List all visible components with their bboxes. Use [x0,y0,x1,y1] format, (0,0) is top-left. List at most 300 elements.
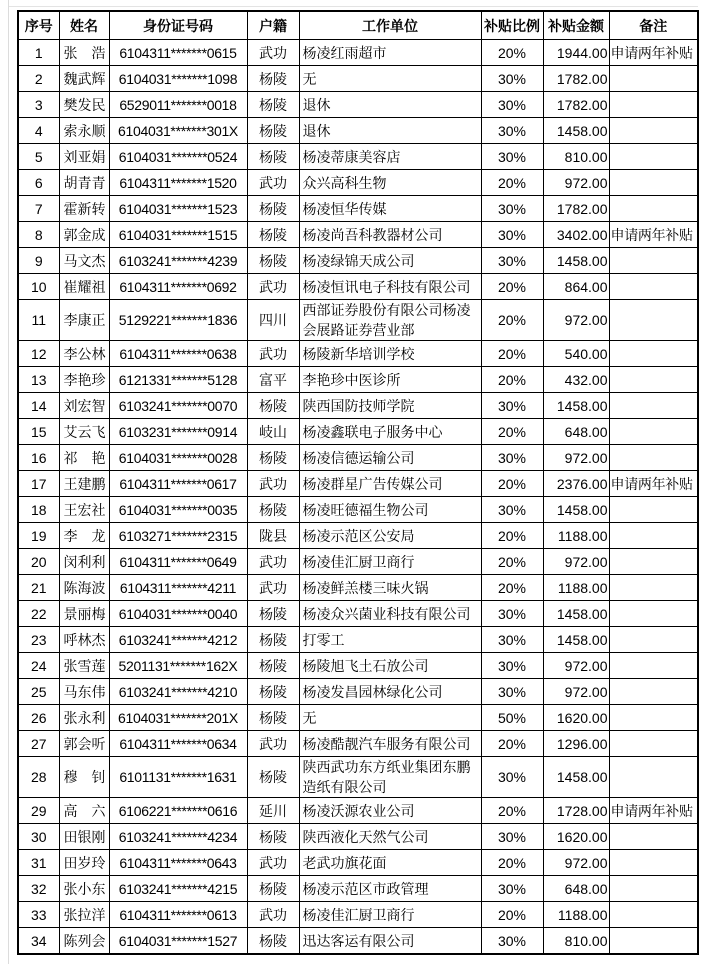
table-row [18,902,698,928]
cell-subsidy_amount: 972.00 [543,653,609,679]
cell-name: 霍新转 [59,196,109,222]
cell-name: 樊发民 [59,92,109,118]
cell-no: 22 [18,601,59,627]
cell-employer: 杨凌信德运输公司 [299,445,481,471]
cell-employer: 杨凌发昌园林绿化公司 [299,679,481,705]
cell-no: 12 [18,341,59,367]
cell-id_number: 6104031*******0524 [109,144,247,170]
cell-remark [609,341,698,367]
cell-no: 14 [18,393,59,419]
table-row [18,757,698,798]
table-header-row [18,11,698,40]
cell-no: 26 [18,705,59,731]
cell-no: 13 [18,367,59,393]
column-header-id_number: 身份证号码 [109,11,247,40]
cell-name: 景丽梅 [59,601,109,627]
cell-id_number: 6104031*******201X [109,705,247,731]
cell-no: 9 [18,248,59,274]
table-row [18,66,698,92]
table-row [18,653,698,679]
table-row [18,248,698,274]
cell-employer: 杨凌恒讯电子科技有限公司 [299,274,481,300]
cell-remark [609,549,698,575]
cell-id_number: 6104311*******0638 [109,341,247,367]
cell-name: 马文杰 [59,248,109,274]
cell-subsidy_ratio: 30% [481,679,543,705]
cell-remark [609,497,698,523]
cell-employer: 杨凌示范区公安局 [299,523,481,549]
cell-registration: 武功 [247,274,299,300]
cell-subsidy_amount: 810.00 [543,928,609,955]
cell-id_number: 6103241*******4234 [109,824,247,850]
cell-remark [609,393,698,419]
cell-registration: 杨陵 [247,66,299,92]
cell-employer: 众兴高科生物 [299,170,481,196]
cell-subsidy_ratio: 20% [481,419,543,445]
cell-remark [609,419,698,445]
cell-name: 崔耀祖 [59,274,109,300]
table-row [18,118,698,144]
cell-subsidy_ratio: 30% [481,928,543,955]
cell-subsidy_ratio: 20% [481,850,543,876]
cell-no: 16 [18,445,59,471]
cell-id_number: 5129221*******1836 [109,300,247,341]
cell-no: 4 [18,118,59,144]
cell-registration: 杨陵 [247,757,299,798]
cell-employer: 无 [299,66,481,92]
cell-subsidy_ratio: 20% [481,367,543,393]
cell-employer: 杨凌蒂康美容店 [299,144,481,170]
cell-subsidy_amount: 1458.00 [543,601,609,627]
cell-registration: 杨陵 [247,653,299,679]
cell-id_number: 6103241*******0070 [109,393,247,419]
cell-employer: 杨凌沃源农业公司 [299,798,481,824]
cell-subsidy_ratio: 20% [481,300,543,341]
cell-subsidy_amount: 1458.00 [543,248,609,274]
cell-no: 10 [18,274,59,300]
table-row [18,601,698,627]
cell-remark [609,170,698,196]
cell-subsidy_ratio: 20% [481,798,543,824]
cell-name: 索永顺 [59,118,109,144]
cell-id_number: 6103241*******4210 [109,679,247,705]
cell-remark [609,523,698,549]
cell-remark [609,928,698,955]
table-row [18,222,698,248]
cell-subsidy_ratio: 20% [481,40,543,66]
cell-subsidy_amount: 1458.00 [543,393,609,419]
cell-no: 28 [18,757,59,798]
cell-remark [609,876,698,902]
cell-subsidy_amount: 972.00 [543,445,609,471]
cell-no: 25 [18,679,59,705]
cell-registration: 陇县 [247,523,299,549]
cell-name: 刘亚娟 [59,144,109,170]
table-row [18,549,698,575]
cell-remark [609,627,698,653]
cell-employer: 杨凌绿锦天成公司 [299,248,481,274]
cell-registration: 武功 [247,575,299,601]
cell-id_number: 6104031*******1527 [109,928,247,955]
cell-id_number: 6104311*******0634 [109,731,247,757]
cell-remark [609,653,698,679]
cell-remark [609,248,698,274]
cell-name: 呼林杰 [59,627,109,653]
cell-name: 田岁玲 [59,850,109,876]
cell-registration: 杨陵 [247,445,299,471]
cell-employer: 杨凌佳汇厨卫商行 [299,549,481,575]
cell-remark [609,824,698,850]
cell-remark [609,274,698,300]
cell-id_number: 6121331*******5128 [109,367,247,393]
cell-employer: 退休 [299,92,481,118]
cell-registration: 武功 [247,341,299,367]
cell-subsidy_ratio: 30% [481,66,543,92]
cell-employer: 杨凌鑫联电子服务中心 [299,419,481,445]
cell-remark: 申请两年补贴 [609,222,698,248]
cell-id_number: 6104311*******0649 [109,549,247,575]
cell-employer: 杨凌众兴菌业科技有限公司 [299,601,481,627]
cell-subsidy_amount: 1458.00 [543,497,609,523]
cell-subsidy_ratio: 20% [481,274,543,300]
cell-subsidy_ratio: 30% [481,92,543,118]
table-row [18,393,698,419]
cell-no: 15 [18,419,59,445]
cell-subsidy_amount: 1188.00 [543,902,609,928]
cell-subsidy_ratio: 30% [481,393,543,419]
cell-name: 王建鹏 [59,471,109,497]
cell-name: 郭会听 [59,731,109,757]
cell-registration: 武功 [247,902,299,928]
cell-registration: 杨陵 [247,144,299,170]
cell-id_number: 6104031*******301X [109,118,247,144]
cell-subsidy_ratio: 30% [481,144,543,170]
cell-id_number: 6104031*******1515 [109,222,247,248]
cell-subsidy_amount: 1458.00 [543,627,609,653]
cell-id_number: 6104311*******0615 [109,40,247,66]
cell-employer: 杨凌佳汇厨卫商行 [299,902,481,928]
cell-id_number: 6104311*******0613 [109,902,247,928]
cell-id_number: 6104031*******0028 [109,445,247,471]
cell-name: 郭金成 [59,222,109,248]
table-row [18,92,698,118]
cell-name: 张 浩 [59,40,109,66]
cell-name: 祁 艳 [59,445,109,471]
cell-remark [609,367,698,393]
cell-subsidy_amount: 1782.00 [543,196,609,222]
cell-remark [609,92,698,118]
cell-remark [609,731,698,757]
cell-registration: 武功 [247,170,299,196]
cell-id_number: 6103271*******2315 [109,523,247,549]
cell-subsidy_amount: 1188.00 [543,575,609,601]
cell-name: 陈海波 [59,575,109,601]
cell-subsidy_amount: 1728.00 [543,798,609,824]
cell-remark [609,66,698,92]
cell-id_number: 6103231*******0914 [109,419,247,445]
cell-id_number: 6104311*******1520 [109,170,247,196]
column-header-subsidy_amount: 补贴金额 [543,11,609,40]
cell-no: 20 [18,549,59,575]
cell-employer: 无 [299,705,481,731]
cell-no: 18 [18,497,59,523]
cell-employer: 陕西武功东方纸业集团东鹏造纸有限公司 [299,757,481,798]
cell-subsidy_amount: 972.00 [543,679,609,705]
cell-remark [609,118,698,144]
cell-registration: 杨陵 [247,627,299,653]
cell-no: 5 [18,144,59,170]
cell-name: 艾云飞 [59,419,109,445]
cell-no: 33 [18,902,59,928]
cell-id_number: 6104311*******0643 [109,850,247,876]
cell-no: 19 [18,523,59,549]
cell-remark: 申请两年补贴 [609,471,698,497]
table-row [18,575,698,601]
column-header-employer: 工作单位 [299,11,481,40]
cell-no: 32 [18,876,59,902]
cell-remark [609,196,698,222]
cell-employer: 杨凌鲜羔楼三味火锅 [299,575,481,601]
cell-subsidy_amount: 1458.00 [543,757,609,798]
cell-no: 34 [18,928,59,955]
table-row [18,798,698,824]
cell-employer: 杨陵新华培训学校 [299,341,481,367]
cell-registration: 杨陵 [247,196,299,222]
cell-employer: 杨凌群星广告传媒公司 [299,471,481,497]
cell-subsidy_ratio: 20% [481,902,543,928]
cell-id_number: 6104031*******1523 [109,196,247,222]
cell-remark [609,445,698,471]
cell-subsidy_amount: 432.00 [543,367,609,393]
cell-registration: 杨陵 [247,679,299,705]
cell-registration: 杨陵 [247,393,299,419]
cell-registration: 武功 [247,731,299,757]
table-row [18,876,698,902]
cell-subsidy_amount: 2376.00 [543,471,609,497]
cell-registration: 延川 [247,798,299,824]
cell-subsidy_ratio: 20% [481,471,543,497]
cell-name: 李康正 [59,300,109,341]
cell-name: 李艳珍 [59,367,109,393]
cell-employer: 杨凌示范区市政管理 [299,876,481,902]
cell-registration: 杨陵 [247,928,299,955]
cell-name: 李 龙 [59,523,109,549]
table-row [18,170,698,196]
cell-remark [609,757,698,798]
cell-employer: 杨陵旭飞土石放公司 [299,653,481,679]
cell-id_number: 6104311*******0692 [109,274,247,300]
cell-id_number: 6104031*******0035 [109,497,247,523]
cell-no: 30 [18,824,59,850]
table-row [18,419,698,445]
cell-subsidy_ratio: 20% [481,341,543,367]
table-row [18,679,698,705]
cell-no: 17 [18,471,59,497]
cell-subsidy_amount: 1620.00 [543,824,609,850]
table-row [18,40,698,66]
cell-registration: 杨陵 [247,222,299,248]
cell-subsidy_amount: 1620.00 [543,705,609,731]
cell-subsidy_amount: 1296.00 [543,731,609,757]
cell-name: 田银刚 [59,824,109,850]
cell-registration: 武功 [247,471,299,497]
cell-registration: 杨陵 [247,118,299,144]
cell-employer: 杨凌尚吾科教器材公司 [299,222,481,248]
cell-subsidy_ratio: 30% [481,824,543,850]
cell-name: 张永利 [59,705,109,731]
cell-remark [609,679,698,705]
cell-subsidy_ratio: 20% [481,523,543,549]
cell-registration: 杨陵 [247,601,299,627]
cell-registration: 杨陵 [247,876,299,902]
cell-registration: 杨陵 [247,248,299,274]
cell-name: 张小东 [59,876,109,902]
cell-subsidy_amount: 3402.00 [543,222,609,248]
cell-id_number: 6101131*******1631 [109,757,247,798]
cell-employer: 老武功旗花面 [299,850,481,876]
cell-no: 8 [18,222,59,248]
table-row [18,300,698,341]
cell-no: 2 [18,66,59,92]
cell-employer: 李艳珍中医诊所 [299,367,481,393]
cell-remark: 申请两年补贴 [609,798,698,824]
subsidy-table [17,10,699,955]
table-row [18,824,698,850]
cell-name: 刘宏智 [59,393,109,419]
cell-no: 24 [18,653,59,679]
cell-subsidy_ratio: 30% [481,196,543,222]
cell-remark [609,902,698,928]
cell-id_number: 6104031*******0040 [109,601,247,627]
cell-subsidy_amount: 1944.00 [543,40,609,66]
cell-id_number: 6103241*******4212 [109,627,247,653]
cell-remark [609,144,698,170]
cell-id_number: 6106221*******0616 [109,798,247,824]
cell-subsidy_ratio: 30% [481,497,543,523]
cell-id_number: 6103241*******4239 [109,248,247,274]
scan-artifact-horizontal-line [8,6,698,7]
cell-registration: 杨陵 [247,824,299,850]
cell-subsidy_ratio: 30% [481,627,543,653]
table-row [18,497,698,523]
cell-employer: 西部证券股份有限公司杨凌会展路证券营业部 [299,300,481,341]
cell-registration: 杨陵 [247,497,299,523]
table-row [18,731,698,757]
cell-registration: 富平 [247,367,299,393]
cell-subsidy_amount: 864.00 [543,274,609,300]
cell-name: 高 六 [59,798,109,824]
table-row [18,523,698,549]
cell-subsidy_ratio: 30% [481,757,543,798]
table-row [18,367,698,393]
cell-employer: 杨凌恒华传媒 [299,196,481,222]
cell-subsidy_amount: 972.00 [543,170,609,196]
cell-subsidy_amount: 648.00 [543,419,609,445]
cell-id_number: 6104311*******4211 [109,575,247,601]
cell-employer: 杨凌酷靓汽车服务有限公司 [299,731,481,757]
cell-no: 29 [18,798,59,824]
table-row [18,144,698,170]
cell-subsidy_ratio: 30% [481,222,543,248]
cell-employer: 陕西液化天然气公司 [299,824,481,850]
cell-remark [609,601,698,627]
cell-name: 李公林 [59,341,109,367]
cell-employer: 退休 [299,118,481,144]
cell-subsidy_ratio: 50% [481,705,543,731]
table-row [18,928,698,955]
cell-name: 陈列会 [59,928,109,955]
cell-name: 胡青青 [59,170,109,196]
cell-name: 魏武辉 [59,66,109,92]
cell-no: 6 [18,170,59,196]
cell-employer: 陕西国防技师学院 [299,393,481,419]
cell-id_number: 6103241*******4215 [109,876,247,902]
column-header-no: 序号 [18,11,59,40]
cell-subsidy_amount: 810.00 [543,144,609,170]
cell-subsidy_amount: 1188.00 [543,523,609,549]
cell-id_number: 5201131*******162X [109,653,247,679]
cell-no: 11 [18,300,59,341]
cell-subsidy_ratio: 20% [481,170,543,196]
cell-registration: 岐山 [247,419,299,445]
cell-subsidy_amount: 648.00 [543,876,609,902]
cell-subsidy_ratio: 30% [481,445,543,471]
cell-subsidy_amount: 1782.00 [543,92,609,118]
column-header-name: 姓名 [59,11,109,40]
cell-subsidy_ratio: 30% [481,248,543,274]
cell-name: 闵利利 [59,549,109,575]
cell-name: 张雪莲 [59,653,109,679]
scan-artifact-vertical-line [8,0,9,964]
table-row [18,341,698,367]
cell-id_number: 6529011*******0018 [109,92,247,118]
cell-no: 23 [18,627,59,653]
cell-subsidy_ratio: 20% [481,731,543,757]
table-row [18,705,698,731]
cell-subsidy_amount: 972.00 [543,850,609,876]
table-row [18,850,698,876]
cell-remark [609,705,698,731]
cell-employer: 杨凌旺德福生物公司 [299,497,481,523]
column-header-remark: 备注 [609,11,698,40]
cell-id_number: 6104311*******0617 [109,471,247,497]
cell-subsidy_amount: 1458.00 [543,118,609,144]
cell-registration: 武功 [247,549,299,575]
table-row [18,627,698,653]
cell-registration: 四川 [247,300,299,341]
cell-subsidy_amount: 972.00 [543,549,609,575]
cell-no: 27 [18,731,59,757]
cell-name: 马东伟 [59,679,109,705]
cell-no: 31 [18,850,59,876]
column-header-registration: 户籍 [247,11,299,40]
table-row [18,471,698,497]
cell-id_number: 6104031*******1098 [109,66,247,92]
cell-no: 21 [18,575,59,601]
cell-name: 张拉洋 [59,902,109,928]
cell-subsidy_amount: 1782.00 [543,66,609,92]
table-row [18,274,698,300]
cell-employer: 打零工 [299,627,481,653]
cell-remark [609,300,698,341]
cell-remark: 申请两年补贴 [609,40,698,66]
cell-subsidy_ratio: 30% [481,876,543,902]
cell-registration: 武功 [247,850,299,876]
cell-no: 3 [18,92,59,118]
table-row [18,196,698,222]
cell-subsidy_ratio: 20% [481,575,543,601]
cell-name: 穆 钊 [59,757,109,798]
